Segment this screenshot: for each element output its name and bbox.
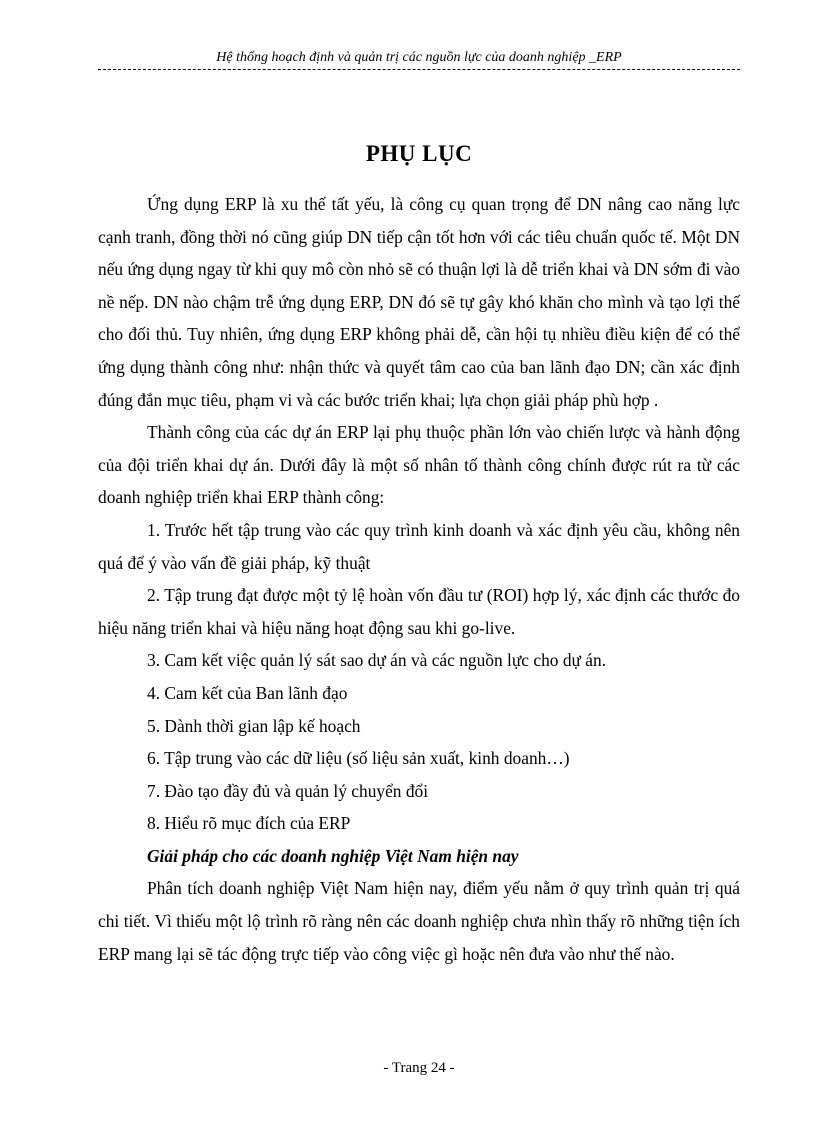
success-factor-item: 1. Trước hết tập trung vào các quy trình kinh doanh và xác định yêu cầu, không nên quá để ý vào vấn đề giải pháp, kỹ thuật [98, 519, 740, 573]
success-factor-item: 7. Đào tạo đầy đủ và quản lý chuyển đổi [147, 780, 429, 801]
section-heading: Giải pháp cho các doanh nghiệp Việt Nam hiện nay [147, 845, 519, 866]
intro-paragraph: Ứng dụng ERP là xu thế tất yếu, là công cụ quan trọng để DN nâng cao năng lực cạnh tranh, đồng thời nó cũng giúp DN tiếp cận tốt hơn với các tiêu chuẩn quốc tế. Một DN nếu ứng dụng ngay từ khi quy mô còn nhỏ sẽ có thuận lợi là dễ triển khai và DN sớm đi vào nề nếp. DN nào chậm trễ ứng dụng ERP, DN đó sẽ tự gây khó khăn cho mình và tạo lợi thế cho đối thủ. Tuy nhiên, ứng dụng ERP không phải dễ, cần hội tụ nhiều điều kiện để có thể ứng dụng thành công như: nhận thức và quyết tâm cao của ban lãnh đạo DN; cần xác định đúng đắn mục tiêu, phạm vi và các bước triển khai; lựa chọn giải pháp phù hợp . [98, 194, 740, 410]
page-title: PHỤ LỤC [365, 141, 473, 166]
success-factor-item: 6. Tập trung vào các dữ liệu (số liệu sản xuất, kinh doanh…) [147, 748, 570, 769]
section-paragraph: Phân tích doanh nghiệp Việt Nam hiện nay, điểm yếu nằm ở quy trình quản trị quá chi tiết. Vì thiếu một lộ trình rõ ràng nên các doanh nghiệp chưa nhìn thấy rõ những tiện ích ERP mang lại sẽ tác động trực tiếp vào công việc gì hoặc nên đưa vào như thế nào. [98, 878, 740, 964]
success-factor-item: 4. Cam kết của Ban lãnh đạo [147, 682, 348, 703]
success-factor-item: 2. Tập trung đạt được một tỷ lệ hoàn vốn đầu tư (ROI) hợp lý, xác định các thước đo hiệu năng triển khai và hiệu năng hoạt động sau khi go-live. [98, 585, 740, 638]
success-factor-item: 3. Cam kết việc quản lý sát sao dự án và các nguồn lực cho dự án. [147, 650, 607, 671]
success-factor-item: 5. Dành thời gian lập kế hoạch [147, 715, 361, 736]
success-intro-paragraph: Thành công của các dự án ERP lại phụ thuộc phần lớn vào chiến lược và hành động của đội triển khai dự án. Dưới đây là một số nhân tố thành công chính được rút ra từ các doanh nghiệp triển khai ERP thành công: [98, 422, 740, 508]
document-body [98, 188, 740, 970]
page-number: - Trang 24 - [383, 1060, 455, 1076]
success-factor-item: 8. Hiểu rõ mục đích của ERP [147, 813, 351, 834]
running-header: Hệ thống hoạch định và quản trị các nguồn lực của doanh nghiệp _ERP [216, 50, 622, 65]
header-divider [98, 69, 740, 70]
